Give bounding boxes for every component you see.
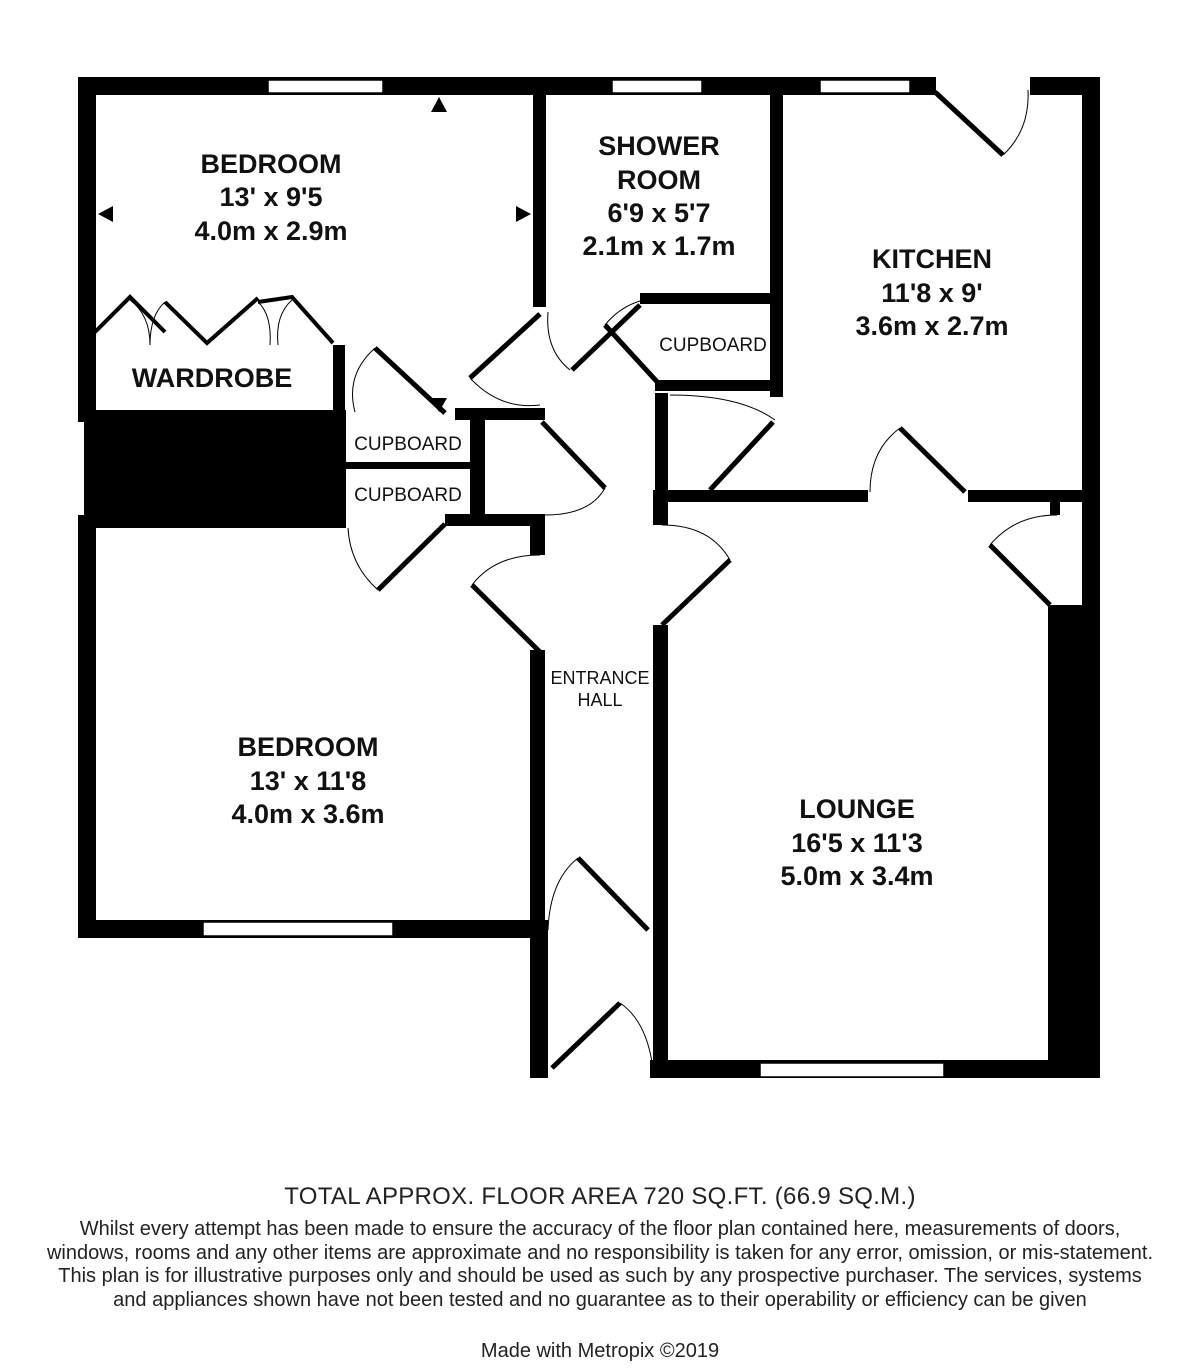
shower-metric: 2.1m x 1.7m — [582, 231, 736, 261]
bedroom2-imperial: 13' x 11'8 — [249, 766, 367, 796]
door-shower-inner-arc — [548, 312, 570, 370]
door-kitchen-lounge-arc — [870, 428, 900, 492]
wall-lounge-top-right — [968, 490, 1100, 502]
bedroom1-metric: 4.0m x 2.9m — [194, 216, 348, 246]
cupboard-shower-name: CUPBOARD — [659, 335, 767, 356]
door-shower — [470, 314, 540, 378]
window-bedroom2 — [203, 922, 393, 936]
door-kitchen-lounge — [900, 428, 965, 492]
arrow-left-icon — [98, 206, 113, 222]
door-shower-arc — [470, 378, 540, 406]
door-bedroom2-arc — [472, 555, 540, 585]
wall-cupboard-divider — [338, 462, 478, 469]
total-floor-area: TOTAL APPROX. FLOOR AREA 720 SQ.FT. (66.9 SQ.M.) — [284, 1183, 916, 1210]
bedroom2-metric: 4.0m x 3.6m — [231, 799, 385, 829]
cupboard-upper-name: CUPBOARD — [354, 434, 462, 455]
wall-hall-left-low — [530, 920, 548, 1078]
kitchen-metric: 3.6m x 2.7m — [855, 311, 1009, 341]
credit-text: Made with Metropix ©2019 — [480, 1340, 720, 1362]
door-front-arc — [620, 1003, 652, 1062]
door-hall-kitchen — [710, 422, 773, 490]
bedroom2-name: BEDROOM — [237, 732, 379, 762]
wall-cupboard-bottom2 — [445, 514, 545, 526]
wall-shower-right — [770, 77, 783, 397]
wardrobe-arc-3 — [258, 302, 270, 345]
wall-bed1-right — [533, 77, 546, 307]
wardrobe-arc-4 — [278, 300, 292, 345]
shower-imperial: 6'9 x 5'7 — [607, 198, 711, 228]
wall-left-lower — [78, 515, 96, 938]
wall-hall-right-upper — [655, 393, 668, 523]
disclaimer-text: Whilst every attempt has been made to ensure the accuracy of the floor plan contained here, measurements of doors, windows, rooms and any other items are approximate and no responsibility is taken for any error, omission, or mis-statement. This plan is for illustrative purposes only and should be used as such by any prospective purchaser. The services, systems and appliances shown have not been tested and no guarantee as to their operability or efficiency can be given — [46, 1218, 1154, 1311]
door-front — [552, 1003, 620, 1068]
shower-name-1: SHOWER — [598, 131, 720, 161]
wardrobe-bifold-right — [258, 297, 333, 343]
wall-cupboard-right — [470, 420, 485, 520]
door-kitchen-back-arc — [1003, 90, 1028, 155]
wall-lounge-top — [653, 490, 868, 502]
door-cupboard-upper-arc — [545, 488, 605, 515]
wall-left-upper — [78, 77, 96, 422]
wall-hall-left — [530, 650, 545, 930]
door-hall-kitchen-arc — [670, 395, 775, 420]
chimney-lounge — [1048, 605, 1100, 1077]
entrance-hall-name-2: HALL — [577, 690, 623, 710]
wall-hall-upper-right — [470, 408, 545, 420]
door-lounge-right-arc — [990, 515, 1057, 545]
wall-shower-bottom — [640, 293, 783, 304]
door-shower-cupboard — [605, 325, 660, 385]
door-bedroom1-arc — [353, 348, 376, 412]
shower-name-2: ROOM — [617, 165, 701, 195]
wall-wardrobe-right — [333, 345, 345, 420]
kitchen-name: KITCHEN — [872, 244, 992, 274]
cupboard-lower-name: CUPBOARD — [354, 485, 462, 506]
wardrobe-bifold-mid — [165, 298, 258, 343]
entrance-hall-name-1: ENTRANCE — [550, 668, 650, 688]
window-bedroom1 — [268, 80, 383, 93]
door-kitchen-back — [935, 92, 1003, 155]
door-lounge-right-jamb — [1050, 500, 1060, 515]
wall-hall-left-stub — [530, 525, 545, 555]
wall-cupboard-bottom — [655, 380, 783, 391]
door-cupboard-upper — [542, 422, 605, 488]
door-hall-inner — [578, 858, 648, 930]
arrow-right-icon — [516, 206, 531, 222]
door-lounge — [662, 560, 730, 625]
door-lounge-arc — [662, 525, 730, 560]
lounge-imperial: 16'5 x 11'3 — [791, 828, 923, 858]
lounge-name: LOUNGE — [799, 794, 915, 824]
window-kitchen — [820, 80, 910, 93]
door-hall-inner-arc — [548, 858, 578, 930]
wardrobe-bifold-left — [95, 297, 165, 332]
window-lounge — [760, 1063, 944, 1077]
arrow-up-icon — [431, 97, 447, 112]
door-cupboard-lower-arc — [348, 528, 378, 590]
wall-top — [78, 77, 936, 95]
kitchen-imperial: 11'8 x 9' — [881, 278, 983, 308]
wall-lounge-left — [653, 625, 668, 1075]
bedroom1-name: BEDROOM — [200, 149, 342, 179]
bedroom1-imperial: 13' x 9'5 — [219, 182, 323, 212]
door-bedroom2 — [472, 585, 540, 652]
window-shower — [612, 80, 702, 93]
wardrobe-name: WARDROBE — [131, 363, 293, 393]
chimney-breast — [84, 410, 346, 528]
lounge-metric: 5.0m x 3.4m — [780, 861, 934, 891]
wardrobe-doors — [95, 297, 333, 345]
door-lounge-right — [990, 545, 1050, 605]
door-cupboard-lower — [378, 524, 445, 590]
door-shower-inner — [572, 305, 640, 370]
